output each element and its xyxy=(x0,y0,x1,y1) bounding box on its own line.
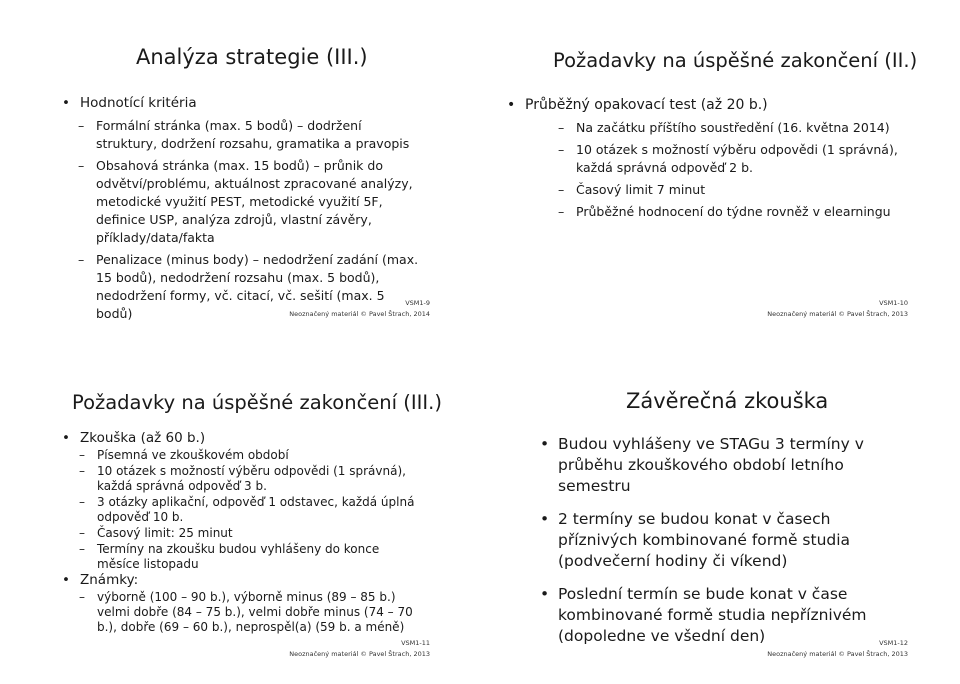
slide-2 xyxy=(480,0,960,342)
bullet-text: Poslední termín se bude konat v čase kombinované formě studia nepříznivém (dopoledne ve všední den) xyxy=(558,585,867,645)
bullet-text: Známky: xyxy=(80,572,139,588)
sub-bullet-item xyxy=(79,526,422,541)
bullet-text: Na začátku příštího soustředění (16. května 2014) xyxy=(576,120,890,135)
copyright-note: Neoznačený materiál © Pavel Štrach, 2013 xyxy=(767,650,908,658)
bullet-item xyxy=(540,509,908,572)
bullet-dot-icon: • xyxy=(540,585,550,603)
slide-footer xyxy=(289,298,430,320)
bullet-dash-icon: – xyxy=(558,182,565,197)
slide-footer xyxy=(289,638,430,660)
sub-bullet-item xyxy=(558,181,905,199)
bullet-dash-icon: – xyxy=(79,464,85,478)
sub-bullet-item xyxy=(558,141,905,177)
slide-1 xyxy=(0,0,480,342)
sub-bullet-item xyxy=(78,157,422,247)
sub-bullet-item xyxy=(79,448,422,463)
bullet-text: výborně (100 – 90 b.), výborně minus (89 – 85 b.) velmi dobře (84 – 75 b.), velmi dobře minus (74 – 70 b.), dobře (69 – 60 b.), neprospěl(a) (59 b. a méně) xyxy=(97,590,413,634)
bullet-text: Hodnotící kritéria xyxy=(80,95,197,111)
bullet-dash-icon: – xyxy=(558,120,565,135)
bullet-item xyxy=(62,93,422,113)
sub-bullet-item xyxy=(79,464,422,494)
bullet-text: Penalizace (minus body) – nedodržení zadání (max. 15 bodů), nedodržení rozsahu (max. 5 bodů), nedodržení formy, vč. citací, vč. sešití (max. 5 bodů) xyxy=(96,252,419,321)
sub-bullet-item xyxy=(79,495,422,525)
bullet-dash-icon: – xyxy=(79,495,85,509)
bullet-text: Průběžné hodnocení do týdne rovněž v elearningu xyxy=(576,204,891,219)
copyright-note: Neoznačený materiál © Pavel Štrach, 2013 xyxy=(767,310,908,318)
bullet-dash-icon: – xyxy=(79,590,85,604)
slide-footer xyxy=(767,638,908,660)
bullet-text: Budou vyhlášeny ve STAGu 3 termíny v průběhu zkouškového období letního semestru xyxy=(558,435,864,495)
bullet-dot-icon: • xyxy=(507,97,516,113)
bullet-dash-icon: – xyxy=(79,448,85,462)
bullet-text: 10 otázek s možností výběru odpovědi (1 správná), každá správná odpověď 3 b. xyxy=(97,464,406,493)
bullet-dash-icon: – xyxy=(558,204,565,219)
slide-title: Analýza strategie (III.) xyxy=(136,45,368,69)
bullet-text: Písemná ve zkouškovém období xyxy=(97,448,289,462)
bullet-dash-icon: – xyxy=(79,542,85,556)
slide-body xyxy=(62,430,422,635)
sub-bullet-item xyxy=(558,203,905,221)
slide-body xyxy=(507,95,905,221)
slide-title: Požadavky na úspěšné zakončení (II.) xyxy=(553,49,918,72)
slide-number: VSM1-10 xyxy=(879,299,908,307)
bullet-item xyxy=(540,434,908,497)
bullet-text: 10 otázek s možností výběru odpovědi (1 správná), každá správná odpověď 2 b. xyxy=(576,142,898,175)
slide-number: VSM1-11 xyxy=(401,639,430,647)
slide-3 xyxy=(0,342,480,684)
slide-body xyxy=(540,434,908,659)
bullet-dot-icon: • xyxy=(62,572,70,588)
bullet-text: 3 otázky aplikační, odpověď 1 odstavec, každá úplná odpověď 10 b. xyxy=(97,495,415,524)
bullet-text: Zkouška (až 60 b.) xyxy=(80,430,206,446)
slide-title: Požadavky na úspěšné zakončení (III.) xyxy=(72,391,442,414)
bullet-text: Průběžný opakovací test (až 20 b.) xyxy=(525,97,768,113)
bullet-text: Formální stránka (max. 5 bodů) – dodržení struktury, dodržení rozsahu, gramatika a pravopis xyxy=(96,118,410,151)
slide-number: VSM1-9 xyxy=(405,299,430,307)
bullet-text: 2 termíny se budou konat v časech příznivých kombinované formě studia (podvečerní hodiny či víkend) xyxy=(558,510,851,570)
bullet-dash-icon: – xyxy=(78,118,85,133)
bullet-dot-icon: • xyxy=(62,430,70,446)
slide-number: VSM1-12 xyxy=(879,639,908,647)
bullet-dash-icon: – xyxy=(558,142,565,157)
bullet-dash-icon: – xyxy=(78,158,85,173)
bullet-item xyxy=(507,95,905,115)
sub-bullet-item xyxy=(558,119,905,137)
slide-body xyxy=(62,93,422,323)
bullet-item xyxy=(62,572,422,589)
bullet-item xyxy=(62,430,422,447)
copyright-note: Neoznačený materiál © Pavel Štrach, 2014 xyxy=(289,310,430,318)
bullet-dash-icon: – xyxy=(79,526,85,540)
slide-footer xyxy=(767,298,908,320)
slide-title: Závěrečná zkouška xyxy=(626,389,829,413)
bullet-dot-icon: • xyxy=(540,510,550,528)
bullet-text: Časový limit 7 minut xyxy=(576,182,706,197)
bullet-text: Obsahová stránka (max. 15 bodů) – průnik do odvětví/problému, aktuálnost zpracované analýzy, metodické využití PEST, metodické využití 5F, definice USP, analýza zdrojů, vlastní závěry, příklady/data/fakta xyxy=(96,158,413,245)
bullet-dash-icon: – xyxy=(78,252,85,267)
bullet-dot-icon: • xyxy=(540,435,550,453)
copyright-note: Neoznačený materiál © Pavel Štrach, 2013 xyxy=(289,650,430,658)
sub-bullet-item xyxy=(79,590,422,635)
bullet-text: Termíny na zkoušku budou vyhlášeny do konce měsíce listopadu xyxy=(97,542,380,571)
bullet-dot-icon: • xyxy=(62,95,70,111)
sub-bullet-item xyxy=(78,117,422,153)
slide-4 xyxy=(480,342,960,684)
bullet-text: Časový limit: 25 minut xyxy=(97,526,233,540)
sub-bullet-item xyxy=(79,542,422,572)
